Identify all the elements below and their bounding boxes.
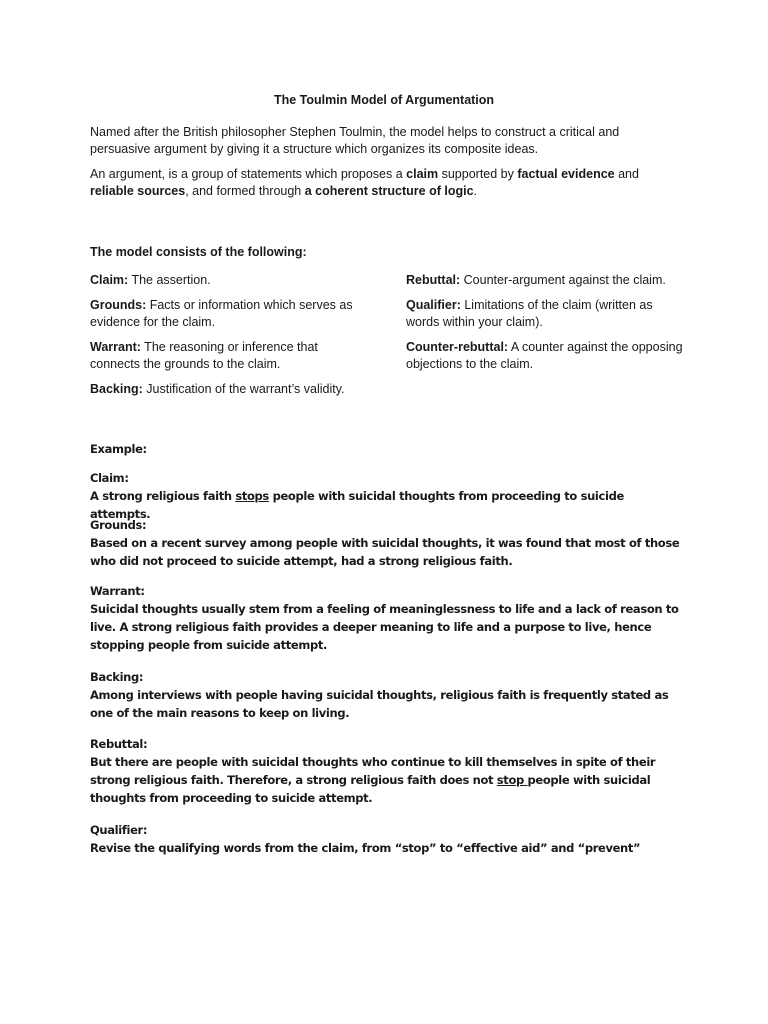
example-heading: Example: (90, 442, 147, 456)
example-warrant: Warrant: Suicidal thoughts usually stem from a feeling of meaninglessness to life and a lack of reason to live. A strong religious faith provides a deeper meaning to life and a purpose to live, hence stopping people from suicide attempt. (90, 584, 679, 652)
model-left-column (90, 272, 370, 406)
term-grounds: Grounds: Facts or information which serves as evidence for the claim. (90, 298, 353, 329)
example-rebuttal: Rebuttal: But there are people with suicidal thoughts who continue to kill themselves in spite of their strong religious faith. Therefore, a strong religious faith does not stop people with suicidal thoughts from proceeding to suicide attempt. (90, 735, 680, 807)
term-rebuttal: Rebuttal: Counter-argument against the claim. (406, 273, 666, 287)
intro-paragraph-2 (90, 166, 680, 200)
intro-text-1: Named after the British philosopher Stephen Toulmin, the model helps to construct a critical and persuasive argument by giving it a structure which organizes its composite ideas. (90, 125, 620, 156)
term-qualifier: Qualifier: Limitations of the claim (written as words within your claim). (406, 298, 653, 329)
model-heading: The model consists of the following: (90, 245, 307, 259)
intro-paragraph-1 (90, 124, 680, 158)
example-backing: Backing: Among interviews with people having suicidal thoughts, religious faith is frequently stated as one of the main reasons to keep on living. (90, 670, 669, 720)
term-counter-rebuttal: Counter-rebuttal: A counter against the opposing objections to the claim. (406, 340, 683, 371)
intro-text-2: An argument, is a group of statements which proposes a claim supported by factual evidence and reliable sources, and formed through a coherent structure of logic. (90, 167, 639, 198)
term-warrant: Warrant: The reasoning or inference that connects the grounds to the claim. (90, 340, 318, 371)
document-title: The Toulmin Model of Argumentation (273, 93, 495, 107)
example-claim: Claim: A strong religious faith stops people with suicidal thoughts from proceeding to suicide attempts. (90, 469, 680, 523)
example-qualifier: Qualifier: Revise the qualifying words from the claim, from “stop” to “effective aid” and “prevent” (90, 823, 641, 855)
example-grounds: Grounds: Based on a recent survey among people with suicidal thoughts, it was found that most of those who did not proceed to suicide attempt, had a strong religious faith. (90, 518, 680, 568)
term-backing: Backing: Justification of the warrant’s validity. (90, 382, 345, 396)
example-rebuttal-text: But there are people with suicidal thoughts who continue to kill themselves in spite of their strong religious faith. Therefore, a strong religious faith does not stop people with suicidal thoughts from proceeding to suicide attempt. (90, 755, 656, 805)
term-claim: Claim: The assertion. (90, 273, 211, 287)
model-right-column (406, 272, 686, 381)
example-claim-text: A strong religious faith stops people with suicidal thoughts from proceeding to suicide attempts. (90, 489, 624, 521)
